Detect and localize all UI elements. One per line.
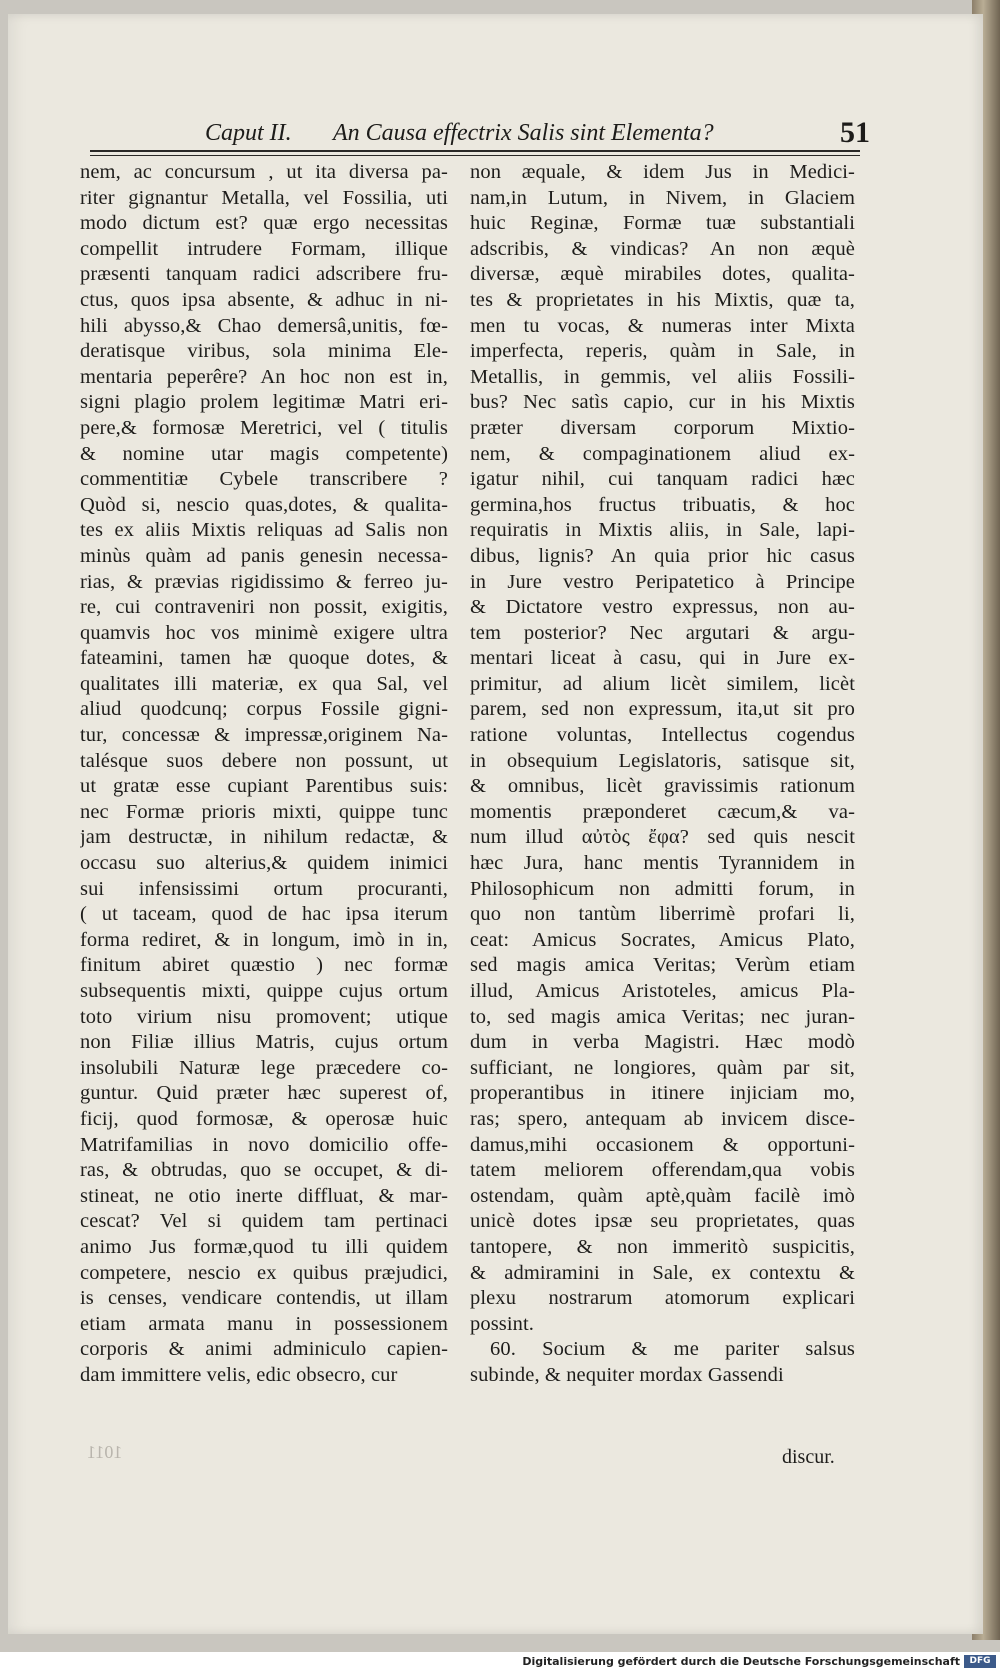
text-line: & Dictatore vestro expressus, non au- [470,596,855,619]
text-line: possint. [470,1312,535,1335]
text-line: subsequentis mixti, quippe cujus ortum [80,980,448,1002]
text-line: ceat: Amicus Socrates, Amicus Plato, [470,928,855,951]
text-line: plexu nostrarum atomorum explicari [470,1287,855,1310]
text-line: men tu vocas, & numeras inter Mixta [470,314,855,337]
text-line: ficij, quod formosæ, & operosæ huic [80,1107,448,1130]
dfg-logo: DFG [964,1655,996,1668]
text-line: qualitates illi materiæ, ex qua Sal, vel [80,672,448,695]
text-line: forma rediret, & in longum, imò in in, [80,928,448,951]
text-line: 60. Socium & me pariter salsus [490,1338,855,1361]
text-line: toto virium nisu promovent; utique [80,1005,448,1028]
text-line: nec Formæ prioris mixti, quippe tunc [80,800,448,823]
header-rule [90,150,860,156]
text-line: dibus, lignis? An quia prior hic casus [470,544,855,567]
text-line: deratisque viribus, sola minima Ele- [80,340,448,363]
text-line: signi plagio prolem legitimæ Matri eri- [80,391,448,414]
text-line: ut gratæ esse cupiant Parentibus suis: [80,775,448,798]
text-line: primitur, ad alium licèt similem, licèt [470,672,855,695]
text-line: unicè dotes ipsæ seu proprietates, quas [470,1210,855,1233]
text-line: cescat? Vel si quidem tam pertinaci [80,1210,448,1233]
text-line: germina,hos fructus tribuatis, & hoc [470,493,855,516]
text-line: in obsequium Legislatoris, satisque sit, [470,749,855,772]
text-line: properantibus in itinere injiciam mo, [470,1082,855,1105]
text-line: tem posterior? Nec argutari & argu- [470,621,855,644]
text-line: corporis & animi adminiculo capien- [80,1338,448,1361]
text-line: non æquale, & idem Jus in Medici- [470,161,855,183]
text-line: nem, ac concursum , ut ita diversa pa- [80,161,448,183]
text-line: re, cui contraveniri non possit, exigitis, [80,596,448,619]
chapter-title: An Causa effectrix Salis sint Elementa? [333,120,714,146]
text-line: animo Jus formæ,quod tu illi quidem [80,1235,448,1258]
chapter-label: Caput II. [205,120,292,146]
text-line: is censes, vendicare contendis, ut illam [80,1287,448,1310]
text-line: tatem meliorem offerendam,qua vobis [470,1159,855,1182]
text-line: in Jure vestro Peripatetico à Principe [470,570,855,593]
text-line: pere,& formosæ Meretrici, vel ( titulis [80,416,448,439]
text-line: sufficiant, ne longiores, quàm par sit, [470,1056,855,1079]
text-line: Philosophicum non admitti forum, in [470,877,855,900]
bleed-through-text: 1011 [87,1442,123,1462]
text-line: & omnibus, licèt gravissimis rationum [470,775,855,798]
text-line: tes & proprietates in his Mixtis, quæ ta, [470,288,855,311]
footer-bar [0,1652,1000,1671]
text-line: igatur nihil, cui tanquam radici hæc [470,468,855,491]
text-line: ratione voluntas, Intellectus cogendus [470,724,855,747]
text-line: subinde, & nequiter mordax Gassendi [470,1363,784,1386]
text-line: ostendam, quàm aptè,quàm facilè imò [470,1184,855,1207]
text-line: mentaria peperêre? An hoc non est in, [80,365,448,388]
text-line: bus? Nec satìs capio, cur in his Mixtis [470,391,855,414]
text-line: minùs quàm ad panis genesin necessa- [80,544,448,567]
text-line: imperfecta, reperis, quàm in Sale, in [470,340,855,363]
text-line: tantopere, & non immeritò suspicitis, [470,1235,855,1258]
text-line: num illud αὐτὸς ἔφα? sed quis nescit [470,826,855,849]
text-line: nem, & compaginationem aliud ex- [470,442,855,465]
left-column [80,160,448,1389]
text-line: non Filiæ illius Matris, cujus ortum [80,1031,448,1054]
text-line: occasu suo alterius,& quidem inimici [80,852,448,875]
text-line: ras, & obtrudas, quo se occupet, & di- [80,1159,448,1182]
text-line: insolubili Naturæ lege præcedere co- [80,1056,448,1079]
text-line: aliud quodcunq; corpus Fossile gigni- [80,698,448,721]
text-line: & admiramini in Sale, ex contextu & [470,1261,855,1284]
text-line: huic Reginæ, Formæ tuæ substantiali [470,212,855,235]
catchword: discur. [782,1446,835,1468]
right-column [470,160,855,1389]
text-line: competere, nescio ex quibus præjudici, [80,1261,448,1284]
text-line: momentis præponderet cæcum,& va- [470,800,855,823]
text-line: hæc Jura, hanc mentis Tyrannidem in [470,852,855,875]
text-line: dum in verba Magistri. Hæc modò [470,1031,855,1054]
text-line: adscribis, & vindicas? An non æquè [470,237,855,260]
text-line: diversæ, æquè mirabiles dotes, qualita- [470,263,855,286]
text-line: Quòd si, nescio quas,dotes, & qualita- [80,493,448,516]
text-line: compellit intrudere Formam, illique [80,237,448,260]
text-line: commentitiæ Cybele transcribere ? [80,468,448,491]
text-line: requiratis in Mixtis aliis, in Sale, lapi- [470,519,855,542]
text-line: sed magis amica Veritas; Verùm etiam [470,954,855,977]
text-line: dam immittere velis, edic obsecro, cur [80,1363,398,1386]
text-line: etiam armata manu in possessionem [80,1312,448,1335]
text-line: præter diversam corporum Mixtio- [470,416,855,439]
text-line: modo dictum est? quæ ergo necessitas [80,212,448,235]
text-line: & nomine utar magis competente) [80,442,448,465]
text-line: tur, concessæ & impressæ,originem Na- [80,724,448,747]
text-line: præsenti tanquam radici adscribere fru- [80,263,448,286]
page-number: 51 [840,116,870,149]
text-line: ( ut taceam, quod de hac ipsa iterum [80,903,448,926]
text-line: riter gignantur Metalla, vel Fossilia, uti [80,186,448,209]
text-line: stineat, ne otio inerte diffluat, & mar- [80,1184,448,1207]
text-line: talésque suos debere non possunt, ut [80,749,448,772]
text-line: fateamini, tamen hæ quoque dotes, & [80,647,448,670]
text-line: illud, Amicus Aristoteles, amicus Pla- [470,980,855,1002]
text-line: damus,mihi occasionem & opportuni- [470,1133,855,1156]
funding-credit: Digitalisierung gefördert durch die Deutsche Forschungsgemeinschaft [522,1655,960,1668]
text-line: hili abysso,& Chao demersâ,unitis, fœ- [80,314,448,337]
text-line: ras; spero, antequam ab invicem disce- [470,1107,855,1130]
text-line: Matrifamilias in novo domicilio offe- [80,1133,448,1156]
text-line: finitum abiret quæstio ) nec formæ [80,954,448,977]
text-line: jam destructæ, in nihilum redactæ, & [80,826,448,849]
text-line: Metallis, in gemmis, vel aliis Fossili- [470,365,855,388]
text-line: sui infensissimi ortum procuranti, [80,877,448,900]
text-line: quo non tantùm liberrimè profari li, [470,903,855,926]
text-line: parem, sed non expressum, ita,ut sit pro [470,698,855,721]
text-line: to, sed magis amica Veritas; nec juran- [470,1005,855,1028]
text-line: tes ex aliis Mixtis reliquas ad Salis non [80,519,448,542]
text-line: quamvis hoc vos minimè exigere ultra [80,621,448,644]
text-line: ctus, quos ipsa absente, & adhuc in ni- [80,288,448,311]
text-line: guntur. Quid præter hæc superest of, [80,1082,448,1105]
text-line: nam,in Lutum, in Nivem, in Glaciem [470,186,855,209]
text-line: mentari liceat à casu, qui in Jure ex- [470,647,855,670]
text-line: rias, & prævias rigidissimo & ferreo ju- [80,570,448,593]
